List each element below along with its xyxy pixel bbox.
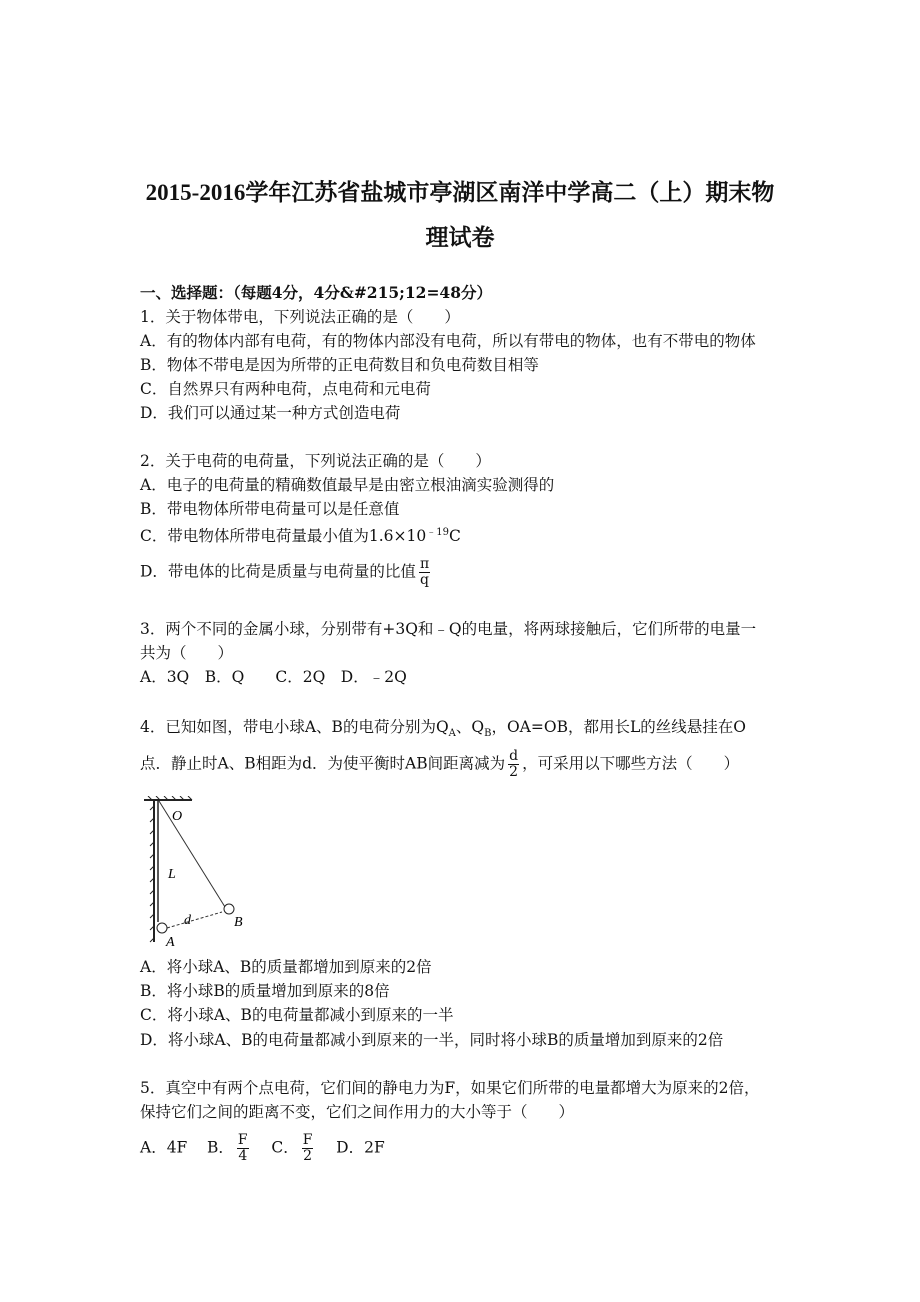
text: C．带电物体所带电荷量最小值为1.6×10 (140, 527, 427, 546)
q1-option-d: D．我们可以通过某一种方式创造电荷 (140, 404, 401, 422)
denominator: q (420, 572, 430, 588)
q4-option-a: A．将小球A、B的质量都增加到原来的2倍 (140, 958, 432, 976)
q1-option-a: A．有的物体内部有电荷，有的物体内部没有电荷，所以有带电的物体，也有不带电的物体 (140, 332, 756, 350)
q1-option-b: B．物体不带电是因为所带的正电荷数目和负电荷数目相等 (140, 356, 539, 374)
q4-option-c: C．将小球A、B的电荷量都减小到原来的一半 (140, 1006, 454, 1024)
q2-stem: 2．关于电荷的电荷量，下列说法正确的是（ ） (140, 452, 491, 470)
label-d: d (184, 913, 191, 928)
numerator: d (509, 748, 519, 764)
q4-option-d: D．将小球A、B的电荷量都减小到原来的一半，同时将小球B的质量增加到原来的2倍 (140, 1031, 724, 1049)
text: 、Q (455, 718, 485, 736)
page-title-line2: 理试卷 (425, 225, 495, 250)
q4-stem-line1 (140, 717, 746, 744)
watermark: www.zixin.com.cn (285, 823, 869, 906)
fraction (302, 1133, 314, 1164)
text: 4．已知如图，带电小球A、B的电荷分别为Q (140, 718, 449, 736)
option-b: B． (207, 1138, 234, 1157)
page-title-line1: 2015-2016学年江苏省盐城市亭湖区南洋中学高二（上）期末物 (145, 180, 775, 205)
q3-options: A．3Q B．Q C．2Q D．﹣2Q (140, 668, 407, 686)
fraction (419, 557, 430, 588)
exponent: ﹣19 (426, 527, 449, 538)
q2-option-d (140, 557, 433, 588)
q2-option-c (140, 523, 461, 546)
q1-option-c: C．自然界只有两种电荷，点电荷和元电荷 (140, 380, 431, 398)
text: ，可采用以下哪些方法（ ） (522, 754, 740, 773)
section-heading: 一、选择题：（每题4分，4分&#215;12=48分） (140, 283, 493, 302)
text: ，OA=OB，都用长L的丝线悬挂在O (491, 718, 746, 736)
q5-stem-line1: 5．真空中有两个点电荷，它们间的静电力为F，如果它们所带的电量都增大为原来的2倍， (140, 1079, 760, 1097)
option-c: C． (271, 1138, 299, 1157)
q1-stem: 1．关于物体带电，下列说法正确的是（ ） (140, 308, 460, 326)
numerator: F (302, 1132, 313, 1148)
label-l: L (168, 867, 176, 882)
q4-stem-line2 (140, 749, 739, 780)
q2-option-a: A．电子的电荷量的精确数值最早是由密立根油滴实验测得的 (140, 476, 555, 494)
unit: C (448, 527, 461, 546)
subscript: B (484, 728, 492, 740)
denominator: 4 (238, 1148, 248, 1164)
label-a: A (166, 935, 175, 948)
label-b: B (234, 915, 243, 930)
text: D．带电体的比荷是质量与电荷量的比值 (140, 562, 416, 581)
numerator: π (419, 556, 430, 572)
q5-stem-line2: 保持它们之间的距离不变，它们之间作用力的大小等于（ ） (140, 1103, 575, 1121)
subscript: A (448, 728, 456, 740)
q3-stem-line2: 共为（ ） (140, 644, 234, 662)
denominator: 2 (303, 1148, 313, 1164)
option-a: A．4F (140, 1138, 188, 1157)
q4-option-b: B．将小球B的质量增加到原来的8倍 (140, 982, 390, 1000)
q5-options (140, 1133, 385, 1164)
text: 点．静止时A、B相距为d．为使平衡时AB间距离减为 (140, 754, 506, 773)
fraction (508, 749, 519, 780)
q3-stem-line1: 3．两个不同的金属小球，分别带有+3Q和﹣Q的电量，将两球接触后，它们所带的电量一 (140, 620, 757, 638)
label-o: O (172, 809, 183, 824)
numerator: F (237, 1132, 248, 1148)
fraction (237, 1133, 249, 1164)
option-d: D．2F (336, 1138, 385, 1157)
pendulum-figure (140, 796, 260, 948)
q2-option-b: B．带电物体所带电荷量可以是任意值 (140, 500, 400, 518)
denominator: 2 (509, 764, 519, 780)
